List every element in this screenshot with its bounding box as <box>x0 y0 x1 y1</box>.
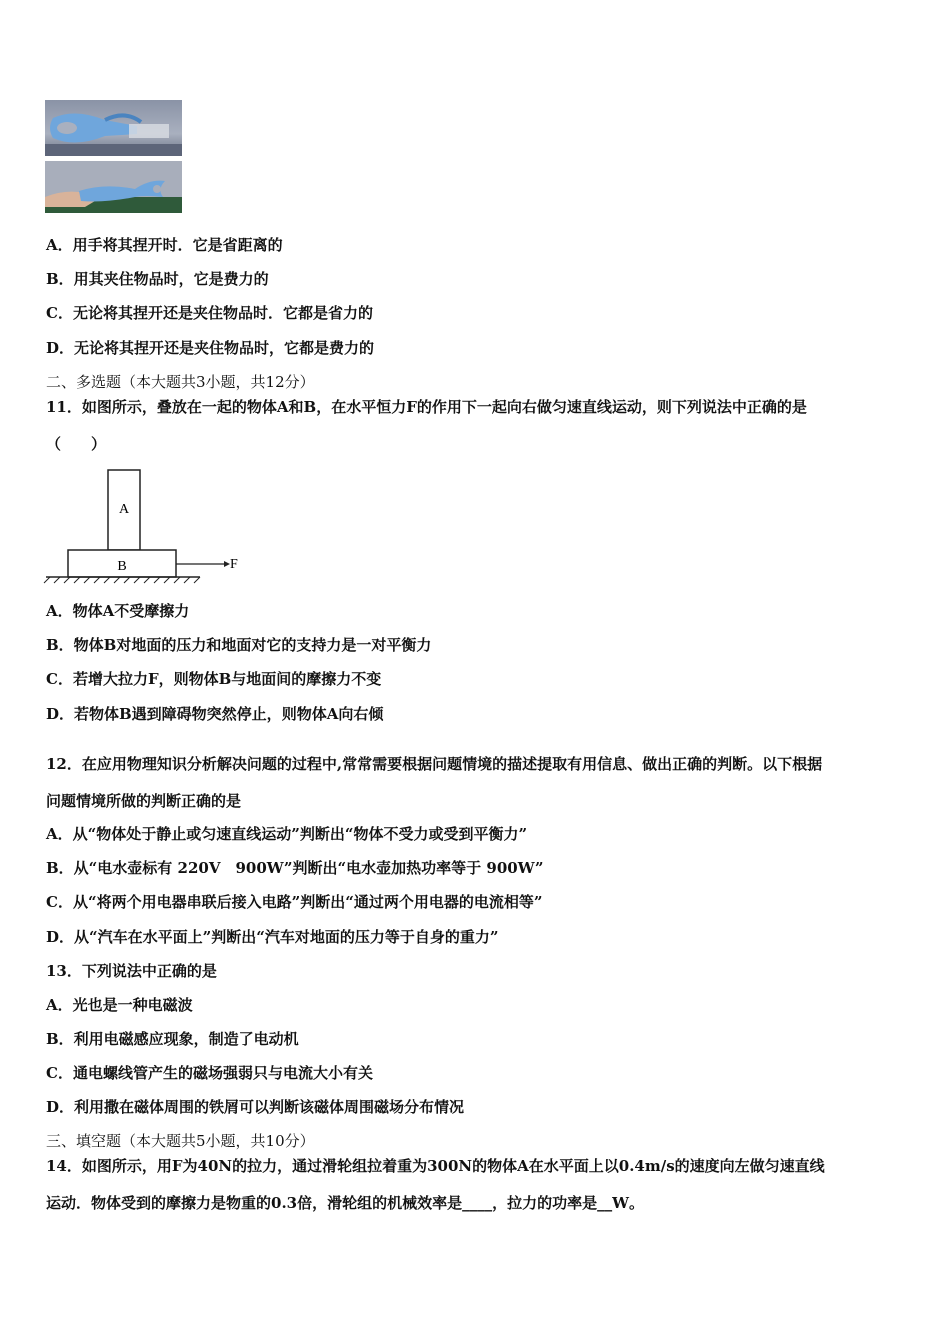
section3-heading: 三、填空题（本大题共5小题，共10分） <box>46 1132 315 1150</box>
q13-stem: 13．下列说法中正确的是 <box>46 962 217 980</box>
q12-option-b: B．从“电水壶标有 220V 900W”判断出“电水壶加热功率等于 900W” <box>46 859 544 877</box>
q12-option-c: C．从“将两个用电器串联后接入电路”判断出“通过两个用电器的电流相等” <box>46 893 543 911</box>
q11-figure <box>40 462 250 588</box>
section2-heading: 二、多选题（本大题共3小题，共12分） <box>46 373 315 391</box>
q11-option-b: B．物体B对地面的压力和地面对它的支持力是一对平衡力 <box>46 636 432 654</box>
q10-option-c: C．无论将其捏开还是夹住物品时．它都是省力的 <box>46 304 373 322</box>
q11-option-a: A．物体A不受摩擦力 <box>46 602 190 620</box>
figure-label-f: F <box>230 557 238 572</box>
q10-option-d: D．无论将其捏开还是夹住物品时，它都是费力的 <box>46 339 375 357</box>
q13-option-b: B．利用电磁感应现象，制造了电动机 <box>46 1030 299 1048</box>
q12-option-d: D．从“汽车在水平面上”判断出“汽车对地面的压力等于自身的重力” <box>46 928 499 946</box>
q11-option-c: C．若增大拉力F，则物体B与地面间的摩擦力不变 <box>46 670 382 688</box>
clip-photo-open <box>45 100 182 156</box>
q10-option-a: A．用手将其捏开时．它是省距离的 <box>46 236 283 254</box>
q11-option-d: D．若物体B遇到障碍物突然停止，则物体A向右倾 <box>46 705 384 723</box>
figure-label-a: A <box>118 502 130 517</box>
q10-option-b: B．用其夹住物品时，它是费力的 <box>46 270 269 288</box>
q11-stem-line2: （ ） <box>46 435 107 453</box>
q12-option-a: A．从“物体处于静止或匀速直线运动”判断出“物体不受力或受到平衡力” <box>46 825 528 843</box>
q13-option-a: A．光也是一种电磁波 <box>46 996 193 1014</box>
figure-label-b: B <box>117 559 127 574</box>
q14-stem-line2: 运动．物体受到的摩擦力是物重的0.3倍，滑轮组的机械效率是____，拉力的功率是__W。 <box>46 1194 644 1212</box>
q14-stem-line1: 14．如图所示，用F为40N的拉力，通过滑轮组拉着重为300N的物体A在水平面上以0.4m/s的速度向左做匀速直线 <box>46 1157 825 1175</box>
q12-stem-line1: 12．在应用物理知识分析解决问题的过程中,常常需要根据问题情境的描述提取有用信息、做出正确的判断。以下根据 <box>46 755 823 773</box>
q13-option-d: D．利用撒在磁体周围的铁屑可以判断该磁体周围磁场分布情况 <box>46 1098 465 1116</box>
clip-photo-hand <box>45 161 182 213</box>
q12-stem-line2: 问题情境所做的判断正确的是 <box>46 792 242 810</box>
q11-stem-line1: 11．如图所示，叠放在一起的物体A和B，在水平恒力F的作用下一起向右做匀速直线运动，则下列说法中正确的是 <box>46 398 807 416</box>
q13-option-c: C．通电螺线管产生的磁场强弱只与电流大小有关 <box>46 1064 373 1082</box>
